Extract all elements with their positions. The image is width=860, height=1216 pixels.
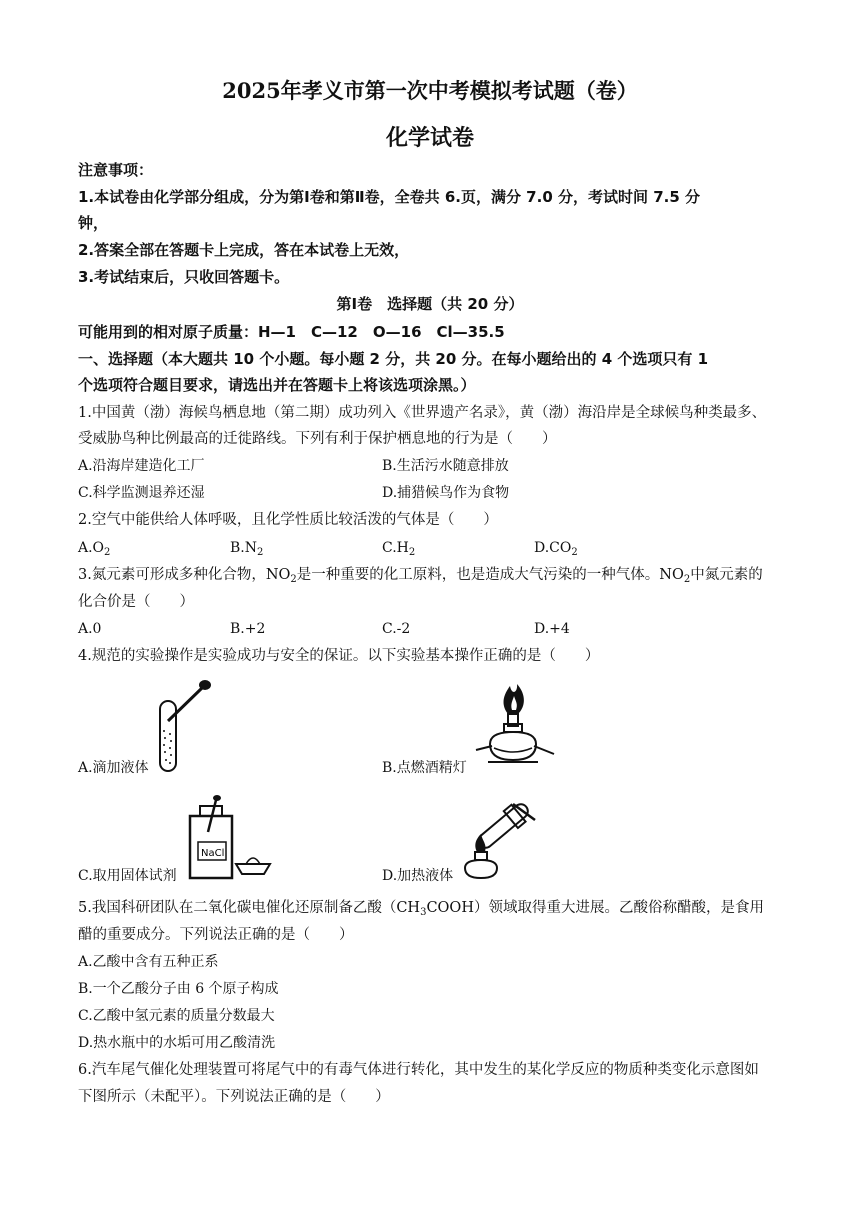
q6-stem-b: 下图所示（未配平）。下列说法正确的是（ ）	[78, 1089, 390, 1105]
q4-option-d: D.加热液体	[382, 868, 454, 884]
alcohol-lamp-figure	[470, 684, 560, 776]
q1-option-b: B.生活污水随意排放	[382, 458, 509, 474]
q5-option-b: B.一个乙酸分子由 6 个原子构成	[78, 981, 279, 997]
q3-option-d: D.+4	[534, 621, 570, 637]
atomic-mass-line: 可能用到的相对原子质量：H—1 C—12 O—16 Cl—35.5	[78, 323, 505, 341]
q4-option-b: B.点燃酒精灯	[382, 760, 467, 776]
q6-stem-a: 6.汽车尾气催化处理装置可将尾气中的有毒气体进行转化，其中发生的某化学反应的物质种类变化示意图如	[78, 1062, 759, 1078]
q3-option-b: B.+2	[230, 621, 266, 637]
q1-option-c: C.科学监测退养还湿	[78, 485, 205, 501]
exam-subtitle: 化学试卷	[385, 125, 474, 151]
instruction-line-b: 个选项符合题目要求，请选出并在答题卡上将该选项涂黑。）	[78, 376, 476, 394]
dropper-test-tube-figure	[150, 676, 220, 776]
notice-line-1a: 1.本试卷由化学部分组成，分为第Ⅰ卷和第Ⅱ卷，全卷共 6.页，满分 7.0 分，考试时间 7.5 分	[78, 188, 700, 206]
q5-stem-b: 醋的重要成分。下列说法正确的是（ ）	[78, 927, 354, 943]
q5-option-a: A.乙酸中含有五种正系	[78, 954, 219, 970]
instruction-line-a: 一、选择题（本大题共 10 个小题。每小题 2 分，共 20 分。在每小题给出的 4 个选项只有 1	[78, 350, 709, 368]
q1-stem-a: 1.中国黄（渤）海候鸟栖息地（第二期）成功列入《世界遗产名录》，黄（渤）海沿岸是全球候鸟种类最多、	[78, 405, 767, 421]
q2-stem: 2.空气中能供给人体呼吸，且化学性质比较活泼的气体是（ ）	[78, 512, 498, 528]
heating-test-tube-figure	[455, 800, 545, 884]
q2-option-a: $A.O_2$	[78, 540, 111, 558]
q1-stem-b: 受威胁鸟种比例最高的迁徙路线。下列有利于保护栖息地的行为是（ ）	[78, 431, 557, 447]
notice-heading: 注意事项：	[78, 161, 154, 179]
q5-option-c: C.乙酸中氢元素的质量分数最大	[78, 1008, 275, 1024]
notice-line-2: 2.答案全部在答题卡上完成，答在本试卷上无效，	[78, 241, 410, 259]
exam-title: 2025年孝义市第一次中考模拟考试题（卷）	[222, 78, 638, 103]
q5-stem-a: 5.我国科研团队在二氧化碳电催化还原制备乙酸$(CH_3COOH)$领域取得重大进展。乙酸俗称醋酸，是食用	[78, 900, 764, 918]
solid-reagent-bottle-figure	[186, 792, 276, 884]
nacl-label: NaCl	[201, 848, 225, 859]
q4-option-a: A.滴加液体	[78, 760, 149, 776]
section-title: 第Ⅰ卷 选择题（共 20 分）	[336, 295, 524, 313]
q2-option-b: $B.N_2$	[230, 540, 264, 558]
q2-option-d: $D.CO_2$	[534, 540, 578, 558]
q1-option-d: D.捕猎候鸟作为食物	[382, 485, 510, 501]
notice-line-3: 3.考试结束后，只收回答题卡。	[78, 268, 290, 286]
q3-stem-a: 3.氮元素可形成多种化合物，$NO_2$是一种重要的化工原料，也是造成大气污染的一种气体。$NO_2$中氮元素的	[78, 567, 763, 585]
q4-stem: 4.规范的实验操作是实验成功与安全的保证。以下实验基本操作正确的是（ ）	[78, 648, 600, 664]
q5-option-d: D.热水瓶中的水垢可用乙酸清洗	[78, 1035, 276, 1051]
notice-line-1b: 钟，	[78, 214, 109, 232]
q3-option-a: A.0	[78, 621, 102, 637]
q4-option-c: C.取用固体试剂	[78, 868, 177, 884]
q3-option-c: C.-2	[382, 621, 411, 637]
q1-option-a: A.沿海岸建造化工厂	[78, 458, 205, 474]
q3-stem-b: 化合价是（ ）	[78, 594, 194, 610]
q2-option-c: $C.H_2$	[382, 540, 416, 558]
